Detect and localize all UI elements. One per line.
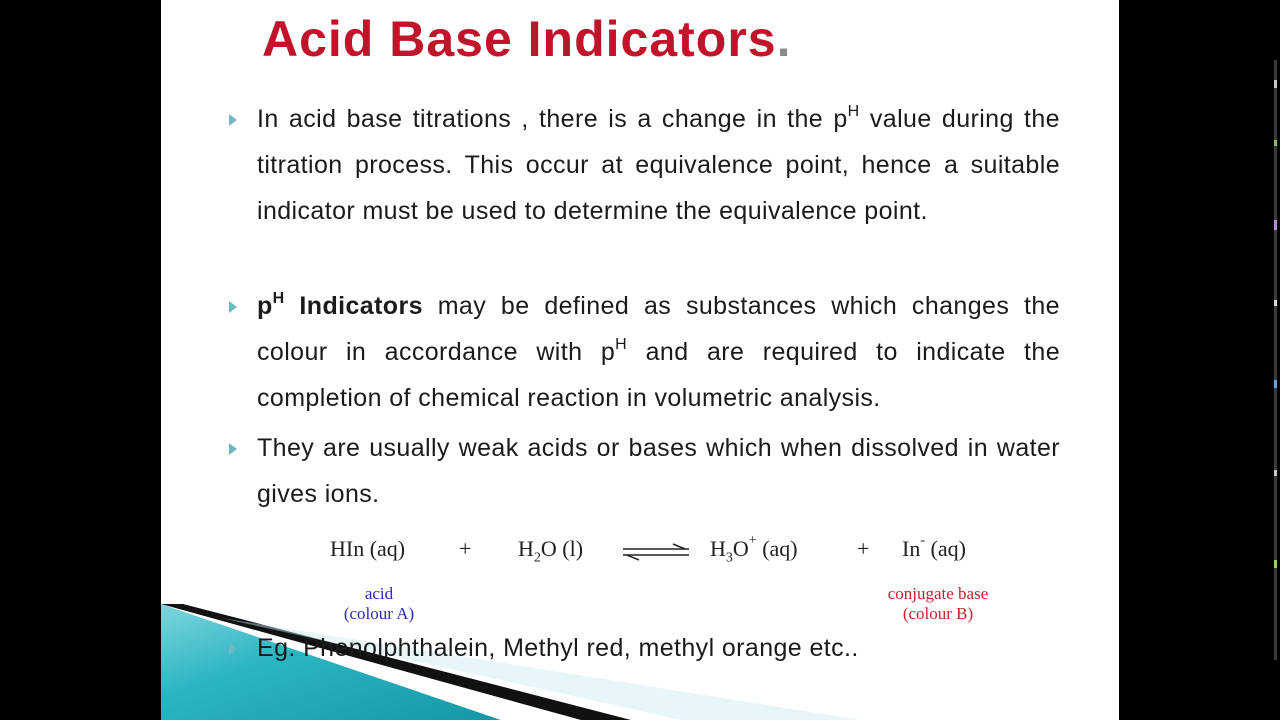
bullet-titration-ph xyxy=(257,96,1060,234)
bullet-examples xyxy=(257,625,1060,671)
term-ph-indicators: $p^H$ Indicators xyxy=(257,289,423,320)
bullet-arrow-icon xyxy=(229,643,237,655)
equilibrium-arrow-icon xyxy=(621,542,691,562)
acid-label: acid (colour A) xyxy=(343,584,415,623)
bullet-text: They are usually weak acids or bases which when dissolved in water gives ions. xyxy=(257,434,1060,508)
superscript-h: H xyxy=(847,102,860,120)
eq-hin: HIn (aq) xyxy=(330,536,406,561)
bullet-arrow-icon xyxy=(229,301,237,313)
slide xyxy=(161,0,1119,720)
bullet-text: may be defined as substances which changes the colour in accordance with p xyxy=(257,292,1060,366)
eq-indicator-ion: In- (aq) xyxy=(902,532,966,561)
bullet-text: In acid base titrations , there is a change in the p xyxy=(257,105,848,133)
superscript-h: H xyxy=(615,335,628,353)
bullet-text-cont: value during the titration process. This occur at equivalence point, hence a suitable indicator must be used to determine the equivalence point. xyxy=(257,105,1060,225)
bullet-arrow-icon xyxy=(229,443,237,455)
conjugate-base-label: conjugate base (colour B) xyxy=(887,584,989,623)
eq-water: $H_2O$ (l) xyxy=(518,536,584,566)
bullet-ph-indicators-definition xyxy=(257,283,1060,421)
title-dot: . xyxy=(776,11,792,67)
bullet-arrow-icon xyxy=(229,114,237,126)
eq-hydronium: $H_3O^+$ (aq) xyxy=(710,532,798,566)
title-text: Acid Base Indicators xyxy=(262,11,777,67)
slide-title xyxy=(262,10,792,68)
bullet-text: Eg. Phenolphthalein, Methyl red, methyl orange etc.. xyxy=(257,634,859,662)
eq-plus: + xyxy=(459,536,472,561)
bullet-weak-acids-bases xyxy=(257,425,1060,517)
bullet-text-cont: and are required to indicate the completion of chemical reaction in volumetric analysis. xyxy=(257,338,1060,412)
eq-plus: + xyxy=(857,536,870,561)
edge-artifact xyxy=(1272,0,1280,720)
